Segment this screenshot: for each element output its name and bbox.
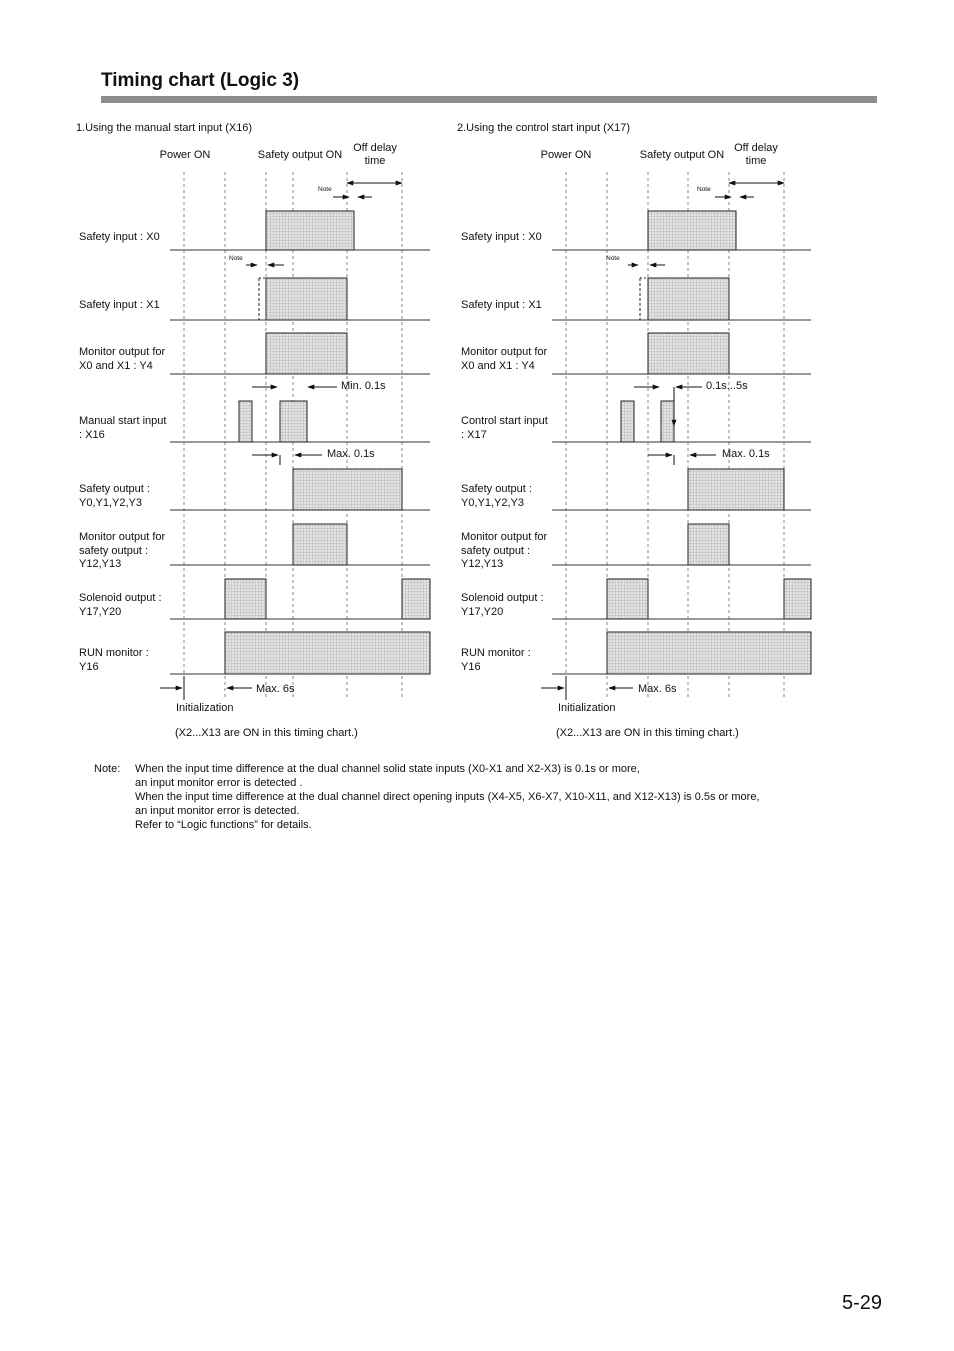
right-label-y4: Monitor output for X0 and X1 : Y4 <box>461 346 548 372</box>
left-chart-subtitle: 1.Using the manual start input (X16) <box>76 122 253 134</box>
signal-x1 <box>552 278 811 320</box>
right-chart-subtitle: 2.Using the control start input (X17) <box>457 122 631 134</box>
signal-x17 <box>552 401 811 442</box>
right-note-x0: Note <box>697 186 711 193</box>
left-label-run-monitor: RUN monitor : Y16 <box>79 647 149 673</box>
right-label-x1: Safety input : X1 <box>461 299 542 311</box>
note-label: Note: <box>94 763 121 775</box>
page-number: 5-29 <box>841 1292 882 1314</box>
signal-solenoid <box>170 579 430 619</box>
right-label-solenoid: Solenoid output : Y17,Y20 <box>461 592 544 618</box>
right-label-run-monitor: RUN monitor : Y16 <box>461 647 531 673</box>
left-off-delay-label: Off delay time <box>353 142 397 167</box>
signal-y4 <box>170 333 430 374</box>
note-line: Refer to “Logic functions” for details. <box>135 819 312 831</box>
note-line: an input monitor error is detected . <box>135 777 303 789</box>
right-max-init-label: Max. 6s <box>638 683 677 695</box>
right-initialization-label: Initialization <box>558 702 616 714</box>
page-title: Timing chart (Logic 3) <box>101 70 300 91</box>
signal-x0 <box>170 211 430 250</box>
signal-run-monitor <box>170 632 430 674</box>
right-footnote: (X2...X13 are ON in this timing chart.) <box>556 727 739 739</box>
note-line: an input monitor error is detected. <box>135 805 300 817</box>
right-range-time-label: 0.1s...5s <box>706 380 748 392</box>
signal-x0 <box>552 211 811 250</box>
left-label-y4: Monitor output for X0 and X1 : Y4 <box>79 346 166 372</box>
signal-run-monitor <box>552 632 811 674</box>
signal-y4 <box>552 333 811 374</box>
right-label-safety-output: Safety output : Y0,Y1,Y2,Y3 <box>461 483 532 509</box>
right-note-x1: Note <box>606 255 620 262</box>
left-timing-chart <box>160 172 430 700</box>
left-label-safety-output: Safety output : Y0,Y1,Y2,Y3 <box>79 483 150 509</box>
left-note-x1: Note <box>229 255 243 262</box>
signal-y12-y13 <box>170 524 430 565</box>
left-max-time-label: Max. 0.1s <box>327 448 375 460</box>
right-safety-output-on-label: Safety output ON <box>639 149 725 161</box>
right-power-on-label: Power ON <box>540 149 592 161</box>
left-label-solenoid: Solenoid output : Y17,Y20 <box>79 592 162 618</box>
left-footnote: (X2...X13 are ON in this timing chart.) <box>175 727 358 739</box>
left-note-x0: Note <box>318 186 332 193</box>
note-line: When the input time difference at the dual channel direct opening inputs (X4-X5, X6-X7, X10-X11, and X12-X13) is 0.5s or more, <box>135 791 760 803</box>
signal-safety-output <box>552 469 811 510</box>
signal-solenoid <box>552 579 811 619</box>
left-safety-output-on-label: Safety output ON <box>257 149 343 161</box>
left-label-x0: Safety input : X0 <box>79 231 160 243</box>
left-min-time-label: Min. 0.1s <box>341 380 386 392</box>
signal-x1 <box>170 278 430 320</box>
note-line: When the input time difference at the dual channel solid state inputs (X0-X1 and X2-X3) is 0.1s or more, <box>135 763 640 775</box>
left-label-x16: Manual start input : X16 <box>79 415 167 441</box>
signal-safety-output <box>170 469 430 510</box>
left-initialization-label: Initialization <box>176 702 234 714</box>
right-timing-chart <box>541 172 811 700</box>
right-off-delay-label: Off delay time <box>734 142 778 167</box>
signal-y12-y13 <box>552 524 811 565</box>
signal-x16 <box>170 401 430 442</box>
left-label-y12-y13: Monitor output for safety output : Y12,Y13 <box>79 531 166 570</box>
left-label-x1: Safety input : X1 <box>79 299 160 311</box>
left-power-on-label: Power ON <box>159 149 211 161</box>
left-max-init-label: Max. 6s <box>256 683 295 695</box>
right-label-x17: Control start input : X17 <box>461 415 548 441</box>
right-label-x0: Safety input : X0 <box>461 231 542 243</box>
right-max-time-label: Max. 0.1s <box>722 448 770 460</box>
right-label-y12-y13: Monitor output for safety output : Y12,Y13 <box>461 531 548 570</box>
